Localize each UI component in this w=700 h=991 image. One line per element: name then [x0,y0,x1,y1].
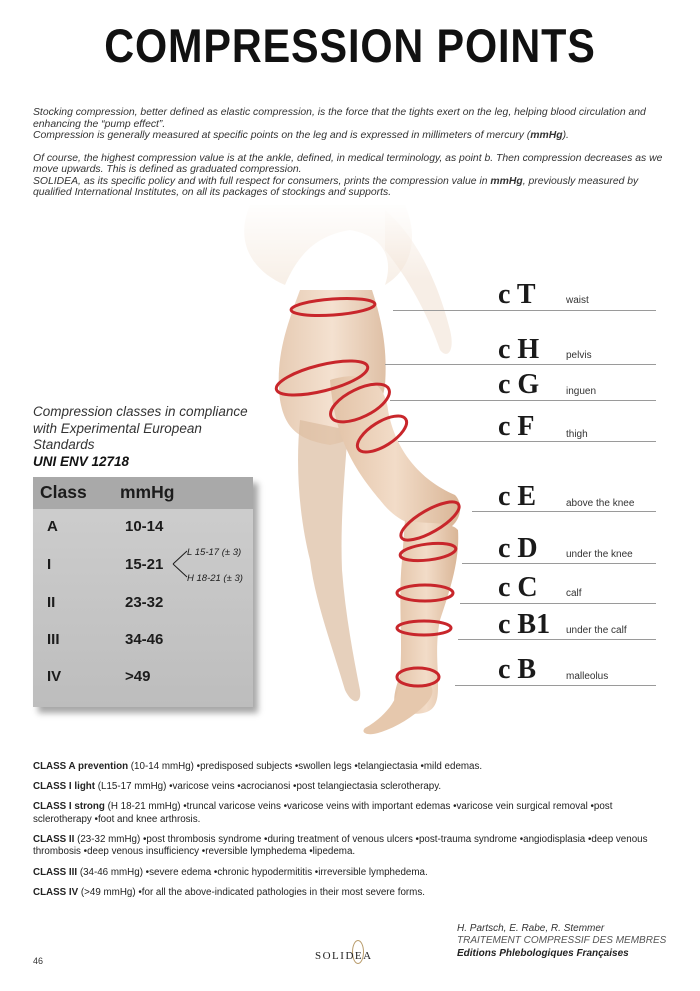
class-desc-text: (L15-17 mmHg) •varicose veins •acrocianosi •post telangiectasia sclerotherapy. [95,781,442,793]
class-desc-head: CLASS I strong [33,801,105,813]
leader-line-under-knee [462,563,656,564]
row-class-i: I [47,556,52,573]
class-desc-text: (H 18-21 mmHg) •truncal varicose veins •varicose veins with important edemas •varicose vein surgical removal •post sclerotherapy •foot and knee arthrosis. [33,801,613,825]
row-value-i: 15-21 [125,556,164,573]
class-desc-text: (10-14 mmHg) •predisposed subjects •swollen legs •telangiectasia •mild edemas. [128,761,483,772]
ref-publisher: Editions Phlebologiques Françaises [457,947,629,959]
point-desc-under-calf: under the calf [566,625,627,636]
header-class: Class [40,482,87,502]
point-desc-thigh: thigh [566,429,588,440]
rear-leg-shape [298,420,360,701]
point-label-ct: c T [498,279,536,310]
row-class-iii: III [47,631,60,648]
leader-line-malleolus [455,685,656,686]
class-desc-iv [33,887,653,900]
point-desc-malleolus: malleolus [566,671,609,682]
classes-standard: UNI ENV 12718 [33,453,130,469]
intro-p1b-post: ). [562,130,569,141]
class-desc-i-light [33,781,653,794]
point-desc-calf: calf [566,588,582,599]
ref-book: TRAITEMENT COMPRESSIF DES MEMBRES [457,935,667,947]
point-desc-inguen: inguen [566,386,597,397]
row-class-ii: II [47,594,56,611]
row-class-iv: IV [47,668,62,685]
row-value-iii: 34-46 [125,631,164,648]
leader-line-pelvis [385,364,656,365]
point-label-ce: c E [498,481,537,512]
class-table-header [33,477,253,509]
class-desc-text: (>49 mmHg) •for all the above-indicated pathologies in their most severe forms. [78,886,425,898]
class-desc-head: CLASS A prevention [33,761,129,772]
class-desc-text: (23-32 mmHg) •post thrombosis syndrome •during treatment of venous ulcers •post-trauma syndrome •angiodisplasia •deep venous thrombosis •deep venous insufficiency •reversible lymphedema •lipedema. [33,833,648,858]
intro-p2b-unit: mmHg [490,175,523,187]
point-label-cb1: c B1 [498,609,551,640]
row-value-ii: 23-32 [125,594,164,611]
class-desc-iii [33,867,653,880]
classes-caption-text: Compression classes in compliance with Experimental European Standards [33,404,248,452]
intro-p2a: Of course, the highest compression value is at the ankle, defined, in medical terminology, as point b. Then compression decreases as we move upwards. This is defined as graduated compression. [33,152,663,175]
leader-line-calf [460,603,656,604]
class-table [33,477,253,707]
ref-authors: H. Partsch, E. Rabe, R. Stemmer [457,923,605,934]
solidea-logo: SOLIDEA [315,950,373,962]
leader-line-inguen [390,400,656,401]
page-title: COMPRESSION POINTS [104,19,596,72]
leader-line-waist [393,310,656,311]
point-label-cd: c D [498,533,538,564]
leader-line-thigh [398,441,656,442]
intro-p1b-unit: mmHg [530,130,563,141]
point-label-cf: c F [498,411,535,442]
row-class-a: A [47,518,58,535]
class-desc-i-strong [33,801,653,826]
class-desc-text: (34-46 mmHg) •severe edema •chronic hypodermititis •irreversible lymphedema. [77,866,428,878]
row-value-iv: >49 [125,668,151,685]
class-descriptions [33,761,653,907]
point-desc-above-knee: above the knee [566,498,635,509]
class-desc-head: CLASS II [33,833,75,845]
intro-p1b-pre: Compression is generally measured at specific points on the leg and is expressed in millimeters of mercury ( [33,130,531,141]
class-desc-head: CLASS III [33,866,78,878]
intro-p1a: Stocking compression, better defined as elastic compression, is the force that the tights exert on the leg, helping blood circulation and enhancing the “pump effect”. [33,107,646,130]
row-sub-l: L 15-17 (± 3) [187,547,242,558]
point-desc-pelvis: pelvis [566,350,592,361]
point-label-ch: c H [498,334,540,365]
point-label-cc: c C [498,572,538,603]
class-desc-head: CLASS IV [33,886,79,898]
class-desc-a [33,761,653,774]
classes-caption [33,404,253,470]
row-value-a: 10-14 [125,518,164,535]
point-label-cb: c B [498,654,537,685]
leader-line-under-calf [458,639,656,640]
row-sub-h: H 18-21 (± 3) [187,573,243,584]
header-mmhg: mmHg [120,482,175,502]
point-desc-waist: waist [566,295,589,306]
references [457,923,697,960]
intro-p2b-pre: SOLIDEA, as its specific policy and with full respect for consumers, prints the compression value in [33,175,491,187]
class-desc-head: CLASS I light [33,781,96,793]
point-desc-under-knee: under the knee [566,549,633,560]
point-label-cg: c G [498,369,540,400]
page-number: 46 [33,956,44,966]
intro-p2b-post: , previously measured by qualified International Institutes, on all its packages of stockings and supports. [33,175,639,198]
class-desc-ii [33,834,653,859]
leader-line-above-knee [472,511,656,512]
